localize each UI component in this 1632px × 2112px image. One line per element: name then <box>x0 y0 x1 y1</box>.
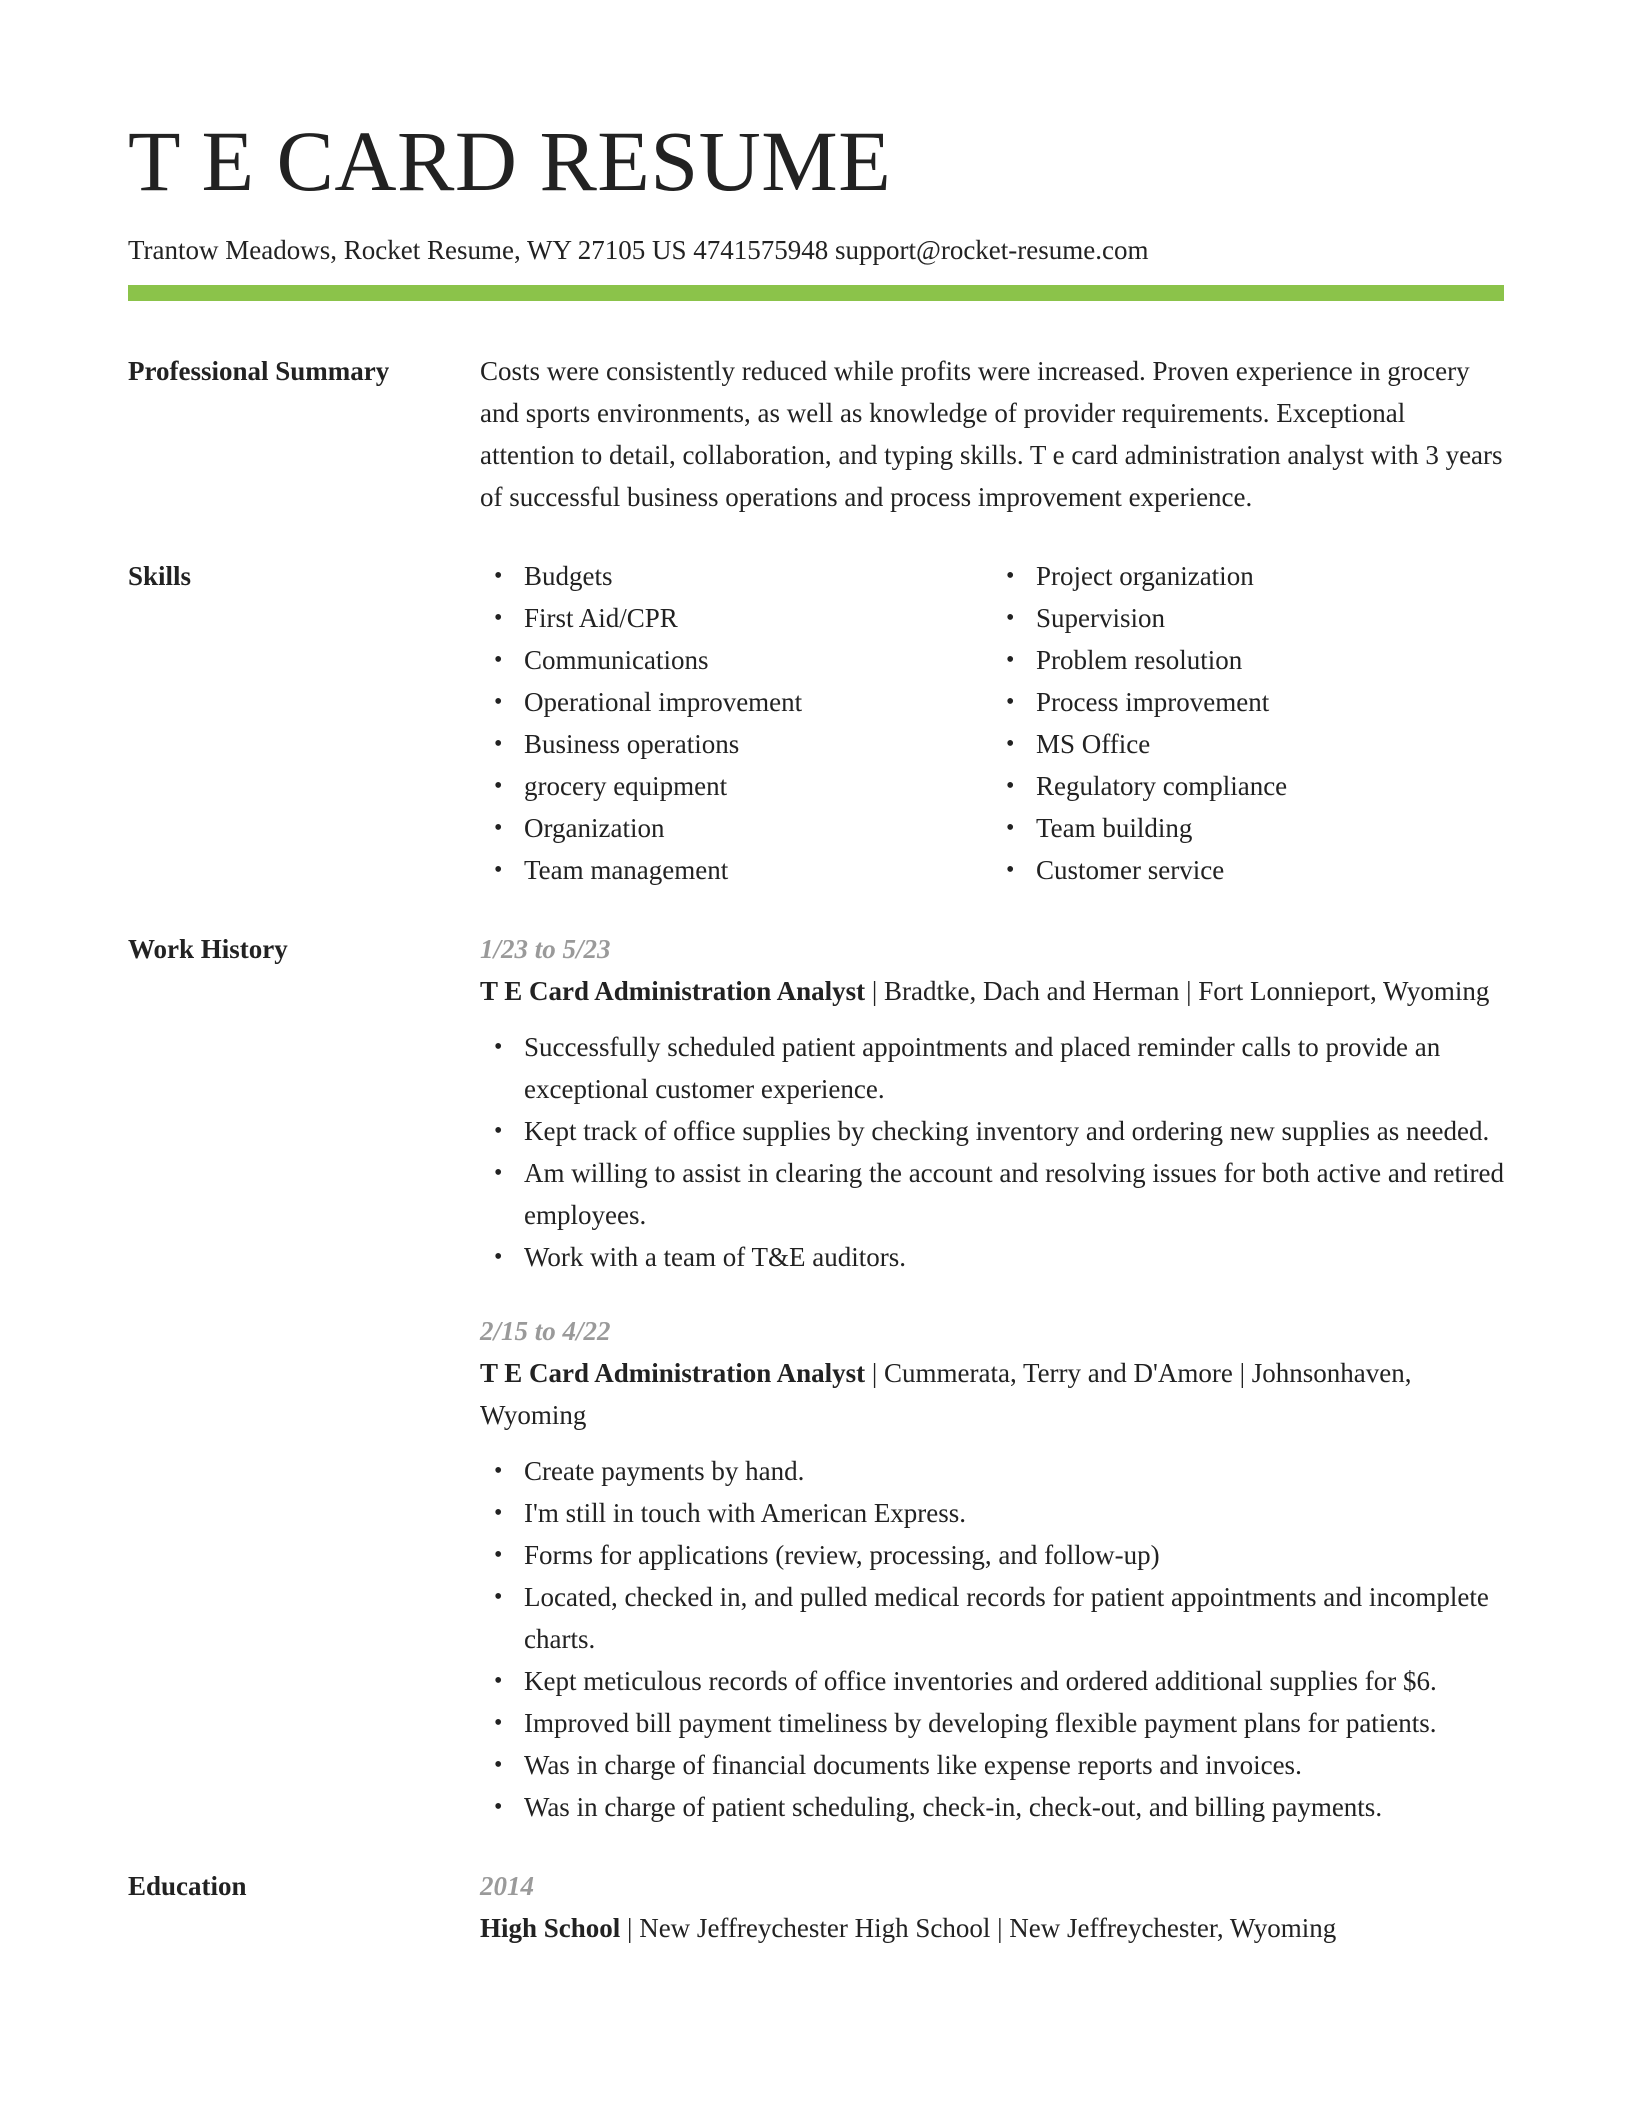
job-employer-location: | Cummerata, Terry and D'Amore | Johnsonhaven, Wyoming <box>480 1358 1412 1430</box>
resume-sections <box>128 350 1504 1986</box>
job-dates: 1/23 to 5/23 <box>480 934 611 964</box>
section-title: Skills <box>128 561 192 591</box>
skill-item: • MS Office <box>1036 723 1504 765</box>
job-bullet: • I'm still in touch with American Express. <box>524 1492 1504 1534</box>
skill-item: • Supervision <box>1036 597 1504 639</box>
skill-item: • Budgets <box>524 555 992 597</box>
work-history-body <box>480 928 1504 1828</box>
skill-item: • Problem resolution <box>1036 639 1504 681</box>
job-bullet: • Was in charge of financial documents like expense reports and invoices. <box>524 1744 1504 1786</box>
job-entry <box>480 928 1504 1278</box>
job-bullet: • Am willing to assist in clearing the account and resolving issues for both active and retired employees. <box>524 1152 1504 1236</box>
job-bullet: • Improved bill payment timeliness by developing flexible payment plans for patients. <box>524 1702 1504 1744</box>
skill-item: • grocery equipment <box>524 765 992 807</box>
skills-column-1 <box>480 555 992 891</box>
skill-item: • Team management <box>524 849 992 891</box>
skill-item: • Business operations <box>524 723 992 765</box>
section-title: Work History <box>128 934 288 964</box>
job-bullet: • Create payments by hand. <box>524 1450 1504 1492</box>
skill-item: • First Aid/CPR <box>524 597 992 639</box>
education-school-location: | New Jeffreychester High School | New Jeffreychester, Wyoming <box>620 1913 1337 1943</box>
skills-section <box>128 555 1504 891</box>
skill-item: • Customer service <box>1036 849 1504 891</box>
skills-column-2 <box>992 555 1504 891</box>
job-bullet: • Kept meticulous records of office inventories and ordered additional supplies for $6. <box>524 1660 1504 1702</box>
skill-item: • Operational improvement <box>524 681 992 723</box>
section-title: Education <box>128 1871 247 1901</box>
education-degree: High School <box>480 1913 621 1943</box>
section-title: Professional Summary <box>128 356 390 386</box>
job-title: T E Card Administration Analyst <box>480 976 866 1006</box>
education-body <box>480 1865 1504 1949</box>
skill-item: • Project organization <box>1036 555 1504 597</box>
summary-section <box>128 350 1504 518</box>
job-entry <box>480 1310 1504 1828</box>
skill-item: • Communications <box>524 639 992 681</box>
summary-text: Costs were consistently reduced while profits were increased. Proven experience in grocery and sports environments, as well as knowledge of provider requirements. Exceptional attention to detail, collaboration, and typing skills. T e card administration analyst with 3 years of successful business operations and process improvement experience. <box>480 356 1503 512</box>
summary-body <box>480 350 1504 518</box>
job-bullet: • Forms for applications (review, processing, and follow-up) <box>524 1534 1504 1576</box>
job-bullets <box>480 1450 1504 1828</box>
education-section <box>128 1865 1504 1949</box>
contact-line: Trantow Meadows, Rocket Resume, WY 27105 US 4741575948 support@rocket-resume.com <box>128 235 1149 265</box>
education-heading <box>480 1907 1504 1949</box>
skill-item: • Organization <box>524 807 992 849</box>
skill-item: • Team building <box>1036 807 1504 849</box>
skill-item: • Regulatory compliance <box>1036 765 1504 807</box>
skills-grid <box>480 555 1504 891</box>
education-dates: 2014 <box>480 1871 534 1901</box>
job-heading <box>480 970 1504 1012</box>
job-title: T E Card Administration Analyst <box>480 1358 866 1388</box>
job-bullet: • Was in charge of patient scheduling, check-in, check-out, and billing payments. <box>524 1786 1504 1828</box>
job-heading <box>480 1352 1504 1436</box>
job-dates: 2/15 to 4/22 <box>480 1316 611 1346</box>
accent-divider <box>128 285 1504 301</box>
job-employer-location: | Bradtke, Dach and Herman | Fort Lonnieport, Wyoming <box>865 976 1490 1006</box>
job-bullet: • Successfully scheduled patient appointments and placed reminder calls to provide an exceptional customer experience. <box>524 1026 1504 1110</box>
job-bullets <box>480 1026 1504 1278</box>
work-history-section <box>128 928 1504 1828</box>
job-bullet: • Located, checked in, and pulled medical records for patient appointments and incomplete charts. <box>524 1576 1504 1660</box>
resume-name: T E CARD RESUME <box>128 113 892 209</box>
job-bullet: • Work with a team of T&E auditors. <box>524 1236 1504 1278</box>
job-bullet: • Kept track of office supplies by checking inventory and ordering new supplies as needed. <box>524 1110 1504 1152</box>
skill-item: • Process improvement <box>1036 681 1504 723</box>
